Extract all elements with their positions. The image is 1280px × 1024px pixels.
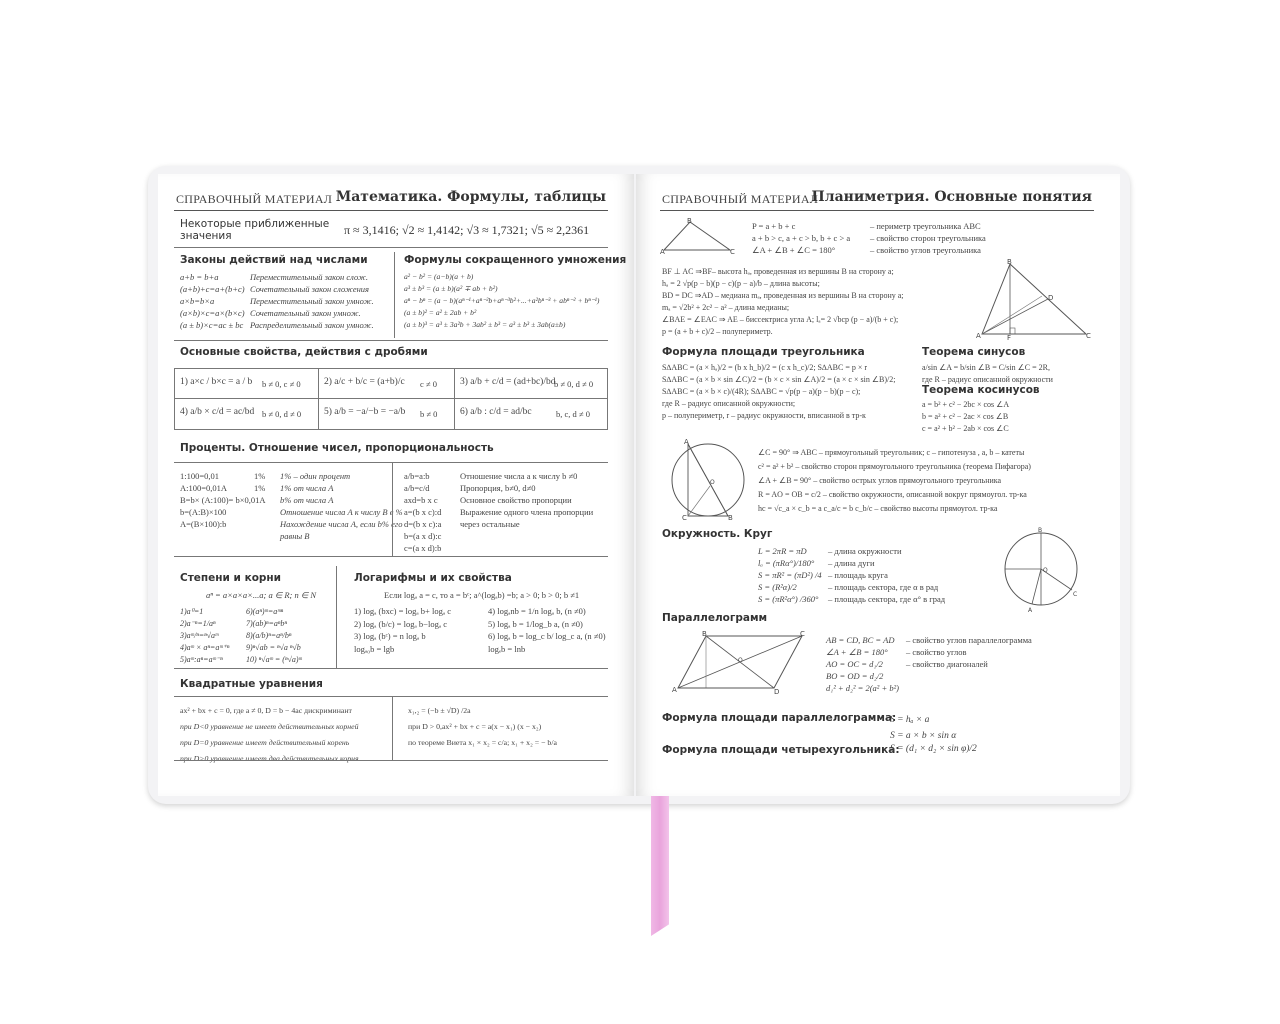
sines-formulas: a/sin ∠A = b/sin ∠B = C/sin ∠C = 2R, где R – радиус описанной окружности	[922, 363, 1053, 384]
laws-formulas: a+b = b+a (a+b)+c=a+(b+c) a×b=b×a (a×b)×c=a×(b×c) (a ± b)×c=ac ± bc	[180, 272, 245, 330]
fraction-condition: b ≠ 0, c ≠ 0	[262, 379, 301, 389]
svg-text:B: B	[687, 218, 692, 225]
left-page	[158, 174, 634, 796]
divider	[392, 696, 393, 760]
triangle-heights-figure	[976, 258, 1096, 340]
right-header-label: СПРАВОЧНЫЙ МАТЕРИАЛ	[662, 192, 819, 206]
svg-text:B: B	[702, 630, 707, 638]
parallelogram-area-formulas: S = hₐ × a S = a × b × sin α	[890, 715, 957, 741]
fraction-condition: b, c, d ≠ 0	[556, 409, 590, 419]
parallelogram-area-title: Формула площади параллелограмма:	[662, 712, 897, 724]
short-mult-formulas: a² − b² = (a−b)(a + b) a³ ± b³ = (a ± b)(a² ∓ ab + b²) aⁿ − bⁿ = (a − b)(aⁿ⁻¹+aⁿ⁻²b+aⁿ⁻³b²+...+a²bⁿ⁻³ + abⁿ⁻² + bⁿ⁻¹) (a ± b)² = a² ± 2ab + b² (a ± b)³ = a³ ± 3a²b + 3ab² ± b³ = a³ ± b³ ± 3ab(a±b)	[404, 272, 600, 329]
fraction-cell: 2) a/c + b/c = (a+b)/c	[324, 377, 405, 387]
divider	[174, 696, 608, 697]
fraction-condition: b ≠ 0	[420, 409, 438, 419]
quadratic-title: Квадратные уравнения	[180, 678, 323, 690]
divider	[174, 340, 608, 341]
divider	[318, 368, 319, 429]
svg-text:A: A	[660, 248, 665, 254]
divider	[174, 247, 608, 248]
circle-figure	[998, 526, 1084, 612]
parallelogram-formulas: AB = CD, BC = AD ∠A + ∠B = 180° AO = OC = d₁/2 BO = OD = d₂/2 d₁² + d₂² = 2(a² + b²)	[826, 635, 899, 693]
percent-col2: 1% 1%	[254, 471, 266, 493]
logs-col1: 1) logₐ (bxc) = logₐ b+ logₐ c 2) logₐ (b/c) = logₐ b−logₐ c 3) logₐ (bᶜ) = n logₐ b logₐ₀b = lgb	[354, 606, 452, 654]
svg-text:C: C	[1073, 591, 1078, 598]
divider	[174, 760, 608, 761]
svg-text:O: O	[1043, 567, 1048, 574]
parallelogram-figure	[672, 630, 808, 694]
triangle-figure	[660, 218, 736, 254]
svg-text:F: F	[1007, 334, 1012, 340]
divider	[336, 566, 337, 668]
laws-names: Переместительный закон слож. Сочетательный закон сложения Переместительный закон умнож. Сочетательный закон умнож. Распределительный закон умнож.	[250, 272, 374, 330]
right-page-title: Планиметрия. Основные понятия	[811, 189, 1092, 205]
triangle-area-formulas: S∆ABC = (a × hₐ)/2 = (b x h_b)/2 = (c x h_c)/2; S∆ABC = p × r S∆ABC = (a × b × sin ∠C)/2 = (b × c × sin ∠A)/2 = (a × c × sin ∠B)/2; S∆ABC = (a × b × c)/(4R); S∆ABC = √p(p − a)(p − b)(p − c); где R – радиус описанной окружности; p – полупериметр, r – радиус окружности, вписанной в тр-к	[662, 363, 896, 420]
svg-text:A: A	[976, 332, 981, 340]
circle-notes: – длина окружности – длина дуги – площадь круга – площадь сектора, где α в рад – площадь сектора, где α° в град	[828, 546, 946, 604]
header-rule	[174, 210, 608, 211]
approx-values: π ≈ 3,1416; √2 ≈ 1,4142; √3 ≈ 1,7321; √5 ≈ 2,2361	[344, 223, 590, 237]
fraction-cell: 5) a/b = −a/−b = −a/b	[324, 407, 406, 417]
divider	[394, 252, 395, 338]
triangle-area-title: Формула площади треугольника	[662, 346, 865, 358]
circumscribed-circle-figure	[666, 436, 750, 522]
laws-title: Законы действий над числами	[180, 254, 368, 266]
svg-text:B: B	[1007, 258, 1012, 266]
logs-col2: 4) logₐnb = 1/n logₐ b, (n ≠0) 5) logₐ b = 1/log_b a, (n ≠0) 6) logₐ b = log_c b/ log_c a, (n ≠0) logₑb = lnb	[488, 606, 606, 654]
svg-text:B: B	[1038, 527, 1043, 534]
sines-title: Теорема синусов	[922, 346, 1026, 358]
percent-title: Проценты. Отношение чисел, пропорциональность	[180, 442, 494, 454]
fraction-cell: 1) a×c / b×c = a / b	[180, 377, 253, 387]
powers-col2: 6)(aⁿ)ᵐ=aᵐⁿ 7)(ab)ⁿ=aⁿbⁿ 8)(a/b)ⁿ=aⁿ/bⁿ 9)ⁿ√ab = ⁿ√a ⁿ√b 10) ⁿ√aᵐ = (ⁿ√a)ᵐ	[246, 607, 302, 664]
left-header-label: СПРАВОЧНЫЙ МАТЕРИАЛ	[176, 192, 333, 206]
quadratic-col1: ax² + bx + c = 0, где a ≠ 0, D = b − 4ac дискриминант при D<0 уравнение не имеет действительных корней при D=0 уравнение имеет действительный корень при D>0 уравнение имеет два действительных корня	[180, 706, 359, 763]
left-page-title: Математика. Формулы, таблицы	[335, 189, 606, 205]
header-rule	[660, 210, 1094, 211]
short-mult-title: Формулы сокращенного умножения	[404, 254, 627, 266]
triangle-basic-notes: – периметр треугольника ABC – свойство сторон треугольника – свойство углов треугольника	[870, 221, 986, 255]
svg-text:B: B	[728, 514, 733, 522]
circle-formulas: L = 2πR = πD lₐ = (πRα°)/180° S = πR² = (πD²) /4 S = (R²α)/2 S = (πR²α°) /360°	[758, 546, 822, 604]
svg-text:C: C	[800, 630, 805, 638]
percent-col3: 1% – один процент 1% от числа A b% от числа A Отношение числа A к числу B в % Нахождение числа A, если b% его равны B	[280, 471, 403, 541]
fraction-condition: b ≠ 0, d ≠ 0	[262, 409, 302, 419]
svg-text:C: C	[682, 514, 687, 522]
circle-title: Окружность. Круг	[662, 528, 773, 540]
fraction-condition: b ≠ 0, d ≠ 0	[554, 379, 594, 389]
svg-text:D: D	[1048, 294, 1054, 302]
svg-text:O: O	[738, 657, 743, 664]
quadratic-col2: x₁,₂ = (−b ± √D) /2a при D > 0,ax² + bx + c = a(x − x₁) (x − x₂) по теореме Виета x₁ × x₂ = c/a; x₁ + x₂ = − b/a	[408, 706, 557, 747]
triangle-properties: BF ⊥ AC ⇒BF– высота hₐ, проведенная из вершины B на сторону a; hₐ = 2 √p(p − b)(p − c)(p − a)/b – длина высоты; BD = DC ⇒AD – медиана mₐ, проведенная из вершины B на сторону a; mₐ = √2b² + 2c² − a² – длина медианы; ∠BAE = ∠EAC ⇒ AE – биссектриса угла A; lₐ= 2 √bcp (p − a)/(b + c); p = (a + b + c)/2 – полупериметр.	[662, 267, 904, 336]
bookmark-ribbon	[651, 790, 669, 936]
svg-text:A: A	[672, 686, 677, 694]
logs-definition: Если logₐ a = c, то a = bᶜ; a^(logₐb) =b; a > 0; b > 0; b ≠1	[384, 590, 580, 600]
fractions-title: Основные свойства, действия с дробями	[180, 346, 428, 358]
svg-text:D: D	[774, 688, 780, 694]
divider	[454, 368, 455, 429]
divider	[174, 556, 608, 557]
proportion-col1: a/b=a:b a/b=c/d axd=b x c a=(b x c):d d=(b x c):a b=(a x d):c c=(a x d):b	[404, 471, 442, 553]
powers-title: Степени и корни	[180, 572, 282, 584]
triangle-basic-formulas: P = a + b + c a + b > c, a + c > b, b + c > a ∠A + ∠B + ∠C = 180°	[752, 221, 851, 255]
approx-label: Некоторые приближенные значения	[180, 218, 330, 242]
fraction-cell: 4) a/b × c/d = ac/bd	[180, 407, 255, 417]
fraction-cell: 3) a/b + c/d = (ad+bc)/bd	[460, 377, 556, 387]
proportion-col2: Отношение числа a к числу b ≠0 Пропорция, b≠0, d≠0 Основное свойство пропорции Выражение одного члена пропорции через остальные	[460, 471, 594, 529]
svg-text:C: C	[1086, 332, 1091, 340]
percent-col1: 1:100=0,01 A:100=0,01A B=b× (A:100)= b×0,01A b=(A:B)×100 A=(B×100):b	[180, 471, 266, 529]
cosines-title: Теорема косинусов	[922, 384, 1040, 396]
fraction-condition: c ≠ 0	[420, 379, 437, 389]
cosines-formulas: a = b² + c² − 2bc × cos ∠A b = a² + c² − 2ac × cos ∠B c = a² + b² − 2ab × cos ∠C	[922, 400, 1010, 433]
parallelogram-title: Параллелограмм	[662, 612, 768, 624]
divider	[392, 462, 393, 556]
divider	[174, 462, 608, 463]
quadrilateral-area-formula: S = (d₁ × d₂ × sin φ)/2	[890, 744, 977, 754]
fraction-cell: 6) a/b : c/d = ad/bc	[460, 407, 532, 417]
svg-text:A: A	[1028, 607, 1033, 612]
powers-col1: 1)a⁰=1 2)a⁻ⁿ=1/aⁿ 3)aᵐ/ⁿ=ⁿ√aᵐ 4)aᵐ × aⁿ=aᵐ⁺ⁿ 5)aᵐ:aⁿ=aᵐ⁻ⁿ	[180, 607, 230, 664]
logs-title: Логарифмы и их свойства	[354, 572, 512, 584]
right-triangle-properties: ∠C = 90° ⇒ ABC – прямоугольный треугольник; c – гипотенуза , a, b – катеты c² = a² + b² – свойство сторон прямоугольного треугольника (теорема Пифагора) ∠A + ∠B = 90° – свойство острых углов прямоугольного треугольника R = AO = OB = c/2 – свойство окружности, описанной вокруг прямоугол. тр-ка hc = √c_a × c_b = a c_a/c = b c_b/c – свойство высоты прямоугол. тр-ка	[758, 448, 1031, 513]
powers-definition: aⁿ = a×a×a×...a; a ∈ R; n ∈ N	[206, 590, 317, 600]
quadrilateral-area-title: Формула площади четырехугольника:	[662, 744, 900, 756]
svg-text:C: C	[730, 248, 735, 254]
divider	[174, 398, 607, 399]
svg-text:O: O	[710, 479, 715, 486]
svg-text:A: A	[684, 438, 689, 446]
right-page	[636, 174, 1120, 796]
parallelogram-notes: – свойство углов параллелограмма – свойство углов – свойство диагоналей	[906, 635, 1032, 669]
divider	[174, 668, 608, 669]
